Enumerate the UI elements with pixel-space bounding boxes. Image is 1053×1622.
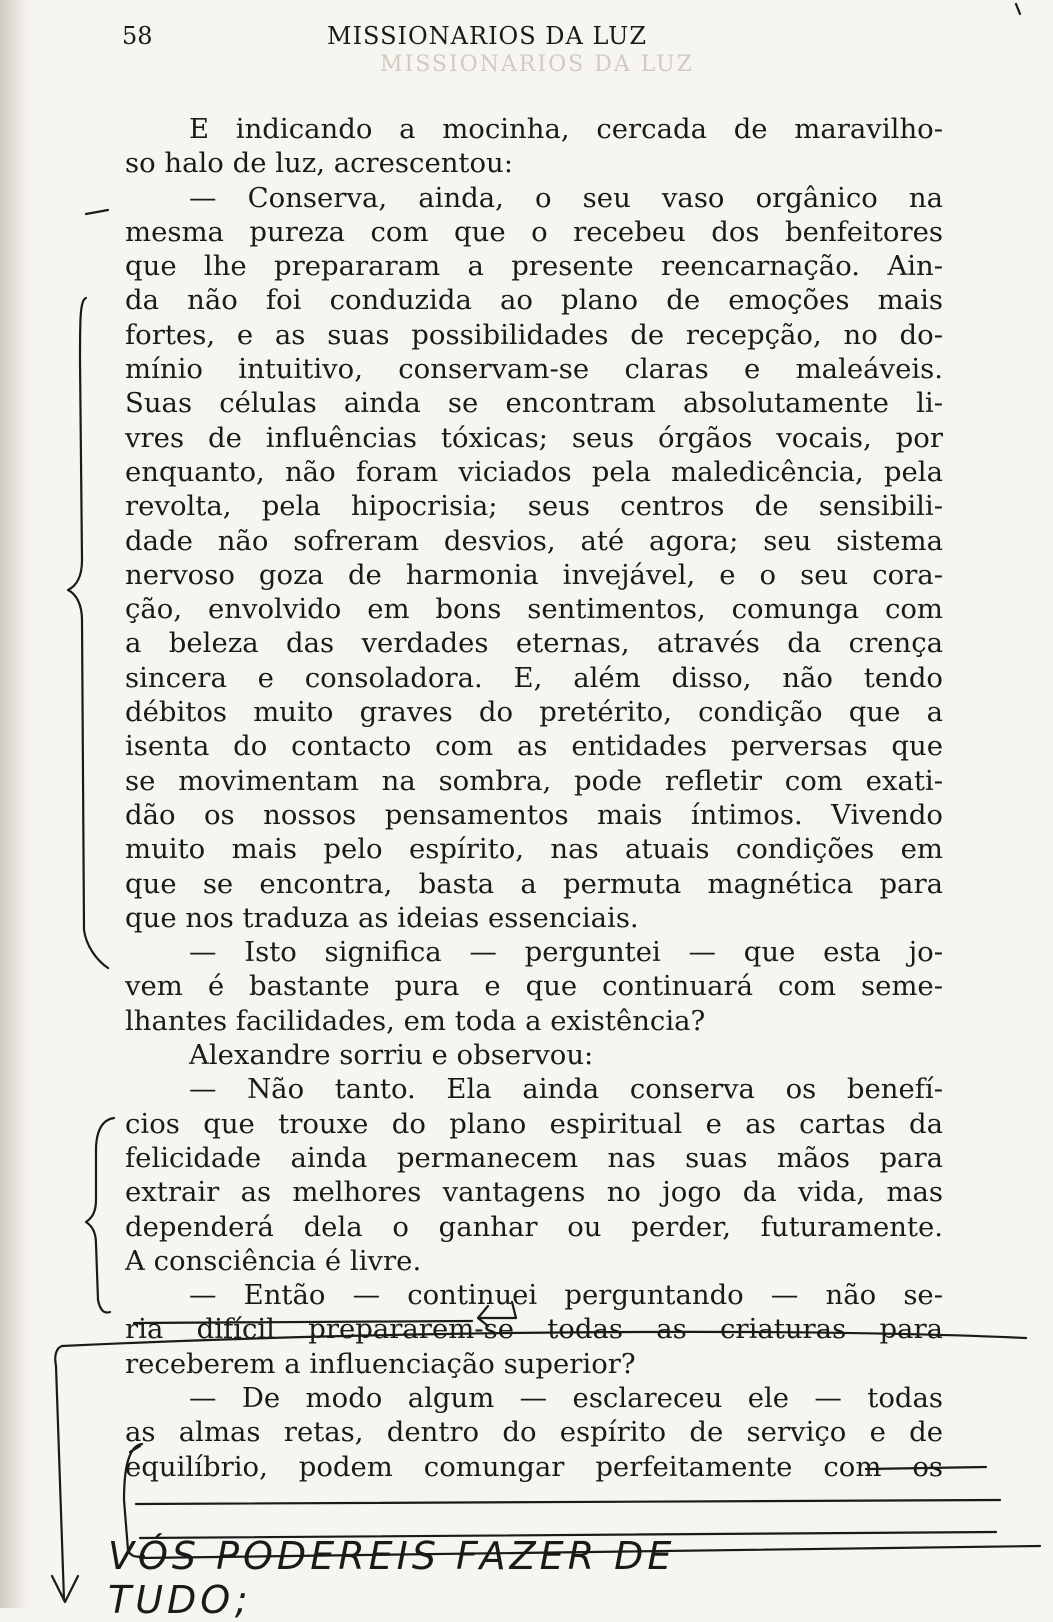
arrow-shaft — [56, 1366, 64, 1600]
page-header — [122, 22, 942, 58]
text-line: — Isto significa — perguntei — que esta jo- — [189, 936, 943, 969]
bleed-through-text: MISSIONARIOS DA LUZ — [380, 52, 694, 77]
text-line: nervoso goza de harmonia invejável, e o seu cora- — [125, 558, 943, 591]
text-line: Suas células ainda se encontram absolutamente li- — [125, 387, 943, 420]
text-line: débitos muito graves do pretérito, condição que a — [125, 696, 943, 729]
text-line: — Conserva, ainda, o seu vaso orgânico na — [189, 181, 943, 214]
page-number: 58 — [122, 22, 153, 50]
running-title: MISSIONARIOS DA LUZ — [327, 22, 648, 50]
text-line: extrair as melhores vantagens no jogo da vida, mas — [125, 1176, 943, 1209]
underline-line-2 — [136, 1500, 1000, 1504]
text-line: dade não sofreram desvios, até agora; seu sistema — [125, 524, 943, 557]
text-line: ria difícil prepararem-se todas as criaturas para — [125, 1313, 943, 1346]
text-line: equilíbrio, podem comungar perfeitamente com os — [125, 1450, 943, 1483]
text-line: que lhe prepararam a presente reencarnação. Ain- — [125, 250, 943, 283]
text-line: felicidade ainda permanecem nas suas mãos para — [125, 1141, 943, 1174]
text-line: mínio intuitivo, conservam-se claras e maleáveis. — [125, 353, 943, 386]
text-line: isenta do contacto com as entidades perversas que — [125, 730, 943, 763]
text-line: revolta, pela hipocrisia; seus centros de sensibili- — [125, 490, 943, 523]
text-line: dependerá dela o ganhar ou perder, futuramente. — [125, 1210, 943, 1243]
text-line: A consciência é livre. — [125, 1244, 422, 1277]
text-line: da não foi conduzida ao plano de emoções mais — [125, 284, 943, 317]
text-line: muito mais pelo espírito, nas atuais condições em — [125, 833, 943, 866]
text-line: vres de influências tóxicas; seus órgãos vocais, por — [125, 421, 943, 454]
text-line: lhantes facilidades, em toda a existência? — [125, 1004, 706, 1037]
margin-bracket-1 — [68, 298, 108, 968]
book-spine-shadow — [0, 0, 30, 1608]
arrow-head — [52, 1576, 78, 1602]
text-line: Alexandre sorriu e observou: — [189, 1039, 594, 1072]
text-line: — Então — continuei perguntando — não se- — [189, 1279, 943, 1312]
text-line: mesma pureza com que o recebeu dos benfeitores — [125, 215, 943, 248]
margin-dash-mark — [86, 210, 108, 214]
text-line: se movimentam na sombra, pode refletir com exati- — [125, 764, 943, 797]
text-line: sincera e consoladora. E, além disso, não tendo — [125, 661, 943, 694]
text-line: ção, envolvido em bons sentimentos, comunga com — [125, 593, 943, 626]
text-line: receberem a influenciação superior? — [125, 1347, 636, 1380]
text-line: que se encontra, basta a permuta magnética para — [125, 867, 943, 900]
margin-bracket-2 — [86, 1118, 114, 1313]
text-line: a beleza das verdades eternas, através da crença — [125, 627, 943, 660]
text-line: E indicando a mocinha, cercada de maravilho- — [189, 113, 943, 145]
text-line: — De modo algum — esclareceu ele — todas — [189, 1381, 943, 1414]
text-line: so halo de luz, acrescentou: — [125, 147, 514, 180]
body-text — [125, 112, 943, 1484]
text-line: — Não tanto. Ela ainda conserva os benefí- — [189, 1073, 943, 1106]
text-line: enquanto, não foram viciados pela maledicência, pela — [125, 455, 943, 488]
text-line: vem é bastante pura e que continuará com seme- — [125, 970, 943, 1003]
text-line: dão os nossos pensamentos mais íntimos. Vivendo — [125, 798, 943, 831]
text-line: fortes, e as suas possibilidades de recepção, no do- — [125, 318, 943, 351]
corner-tick — [1016, 4, 1020, 14]
text-line: cios que trouxe do plano espiritual e as cartas da — [125, 1107, 943, 1140]
handwritten-note: VÓS PODEREIS FAZER DE TUDO; — [108, 1534, 676, 1622]
text-line: que nos traduza as ideias essenciais. — [125, 901, 639, 934]
text-line: as almas retas, dentro do espírito de serviço e de — [125, 1416, 943, 1449]
